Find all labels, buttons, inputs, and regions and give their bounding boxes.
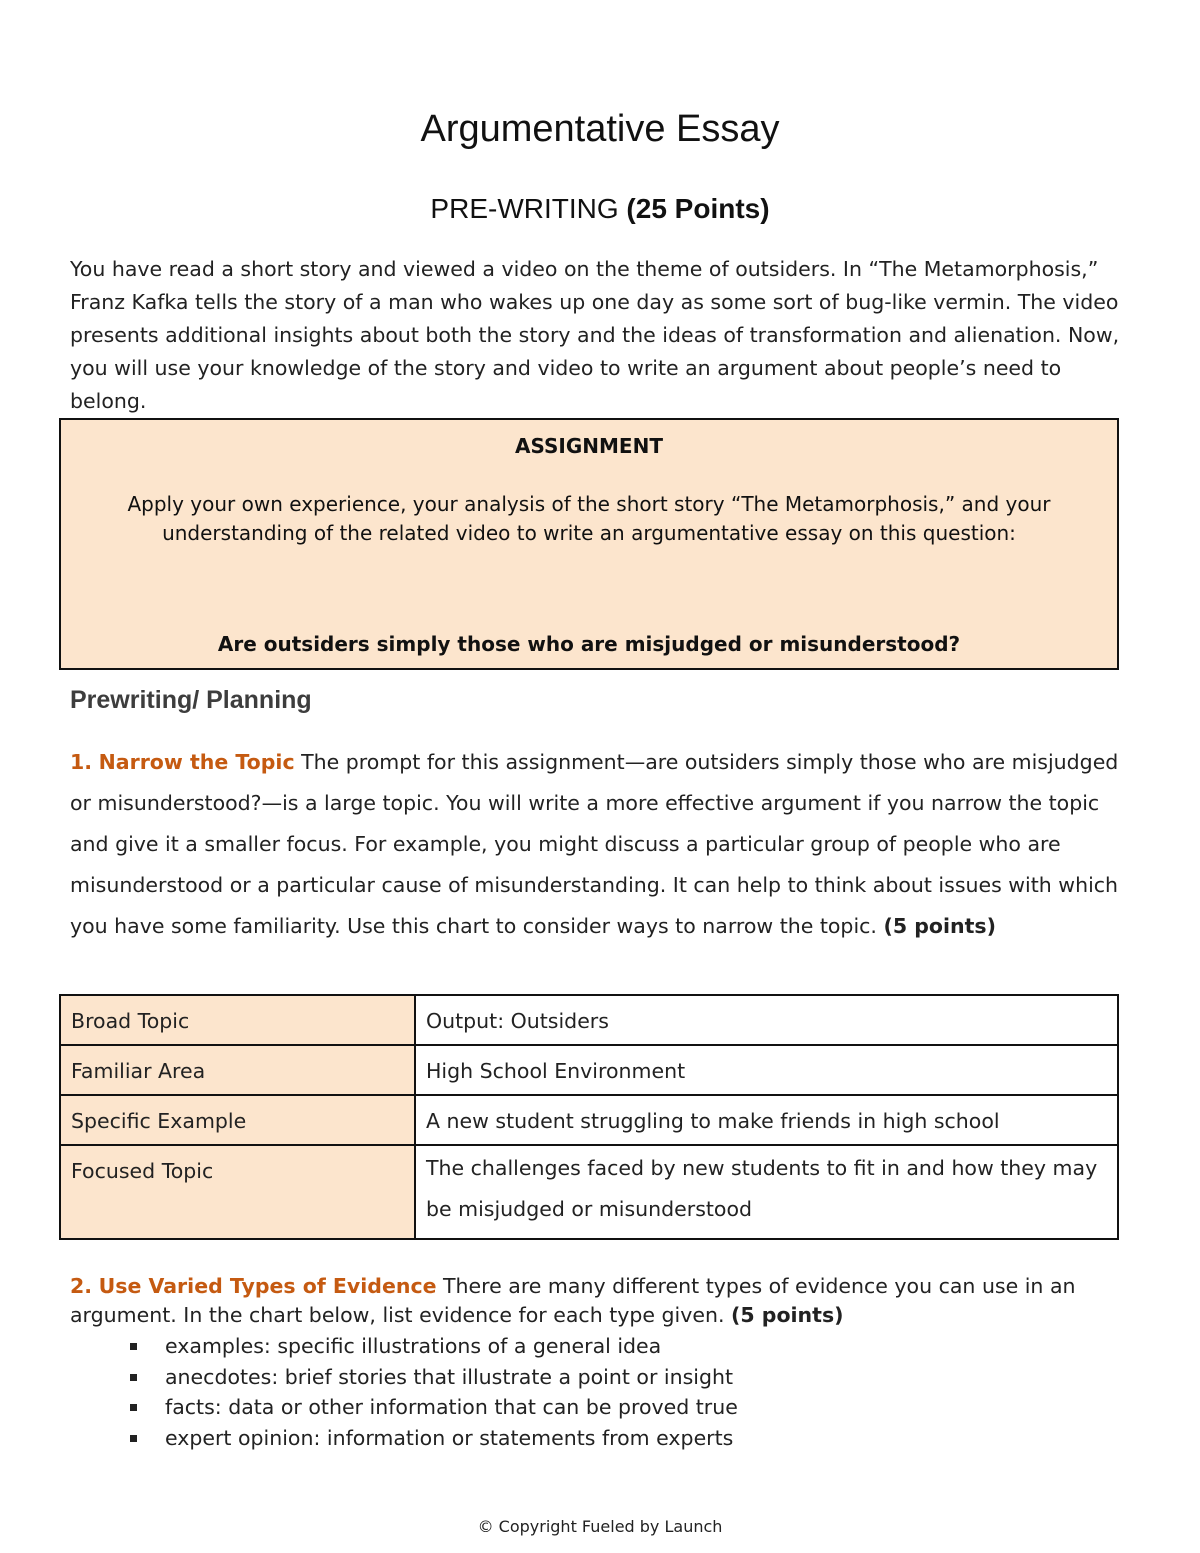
section-points: (25 Points) (626, 193, 770, 224)
list-item (130, 1392, 738, 1423)
table-label-cell: Focused Topic (60, 1145, 415, 1239)
square-bullet-icon (130, 1343, 137, 1350)
evidence-type-list (130, 1331, 738, 1453)
square-bullet-icon (130, 1404, 137, 1411)
step1-paragraph (70, 742, 1140, 947)
table-value-cell: The challenges faced by new students to fit in and how they may be misjudged or misunderstood (415, 1145, 1118, 1239)
list-item (130, 1362, 738, 1393)
assignment-question: Are outsiders simply those who are misjudged or misunderstood? (217, 632, 961, 656)
table-row (60, 1045, 1118, 1095)
copyright-footer: © Copyright Fueled by Launch (477, 1517, 723, 1536)
step1-title: Narrow the Topic (98, 750, 295, 774)
intro-paragraph: You have read a short story and viewed a video on the theme of outsiders. In “The Metamorphosis,” Franz Kafka tells the story of a man who wakes up one day as some sort of bug-like vermin. The video presents additional insights about both the story and the ideas of transformation and alienation. Now, you will use your knowledge of the story and video to write an argument about people’s need to belong. (70, 257, 1120, 413)
assignment-box (59, 418, 1119, 670)
table-label-cell: Familiar Area (60, 1045, 415, 1095)
step2-text: There are many different types of evidence you can use in an argument. In the chart below, list evidence for each type given. (70, 1274, 1076, 1327)
assignment-heading: ASSIGNMENT (515, 434, 663, 458)
square-bullet-icon (130, 1374, 137, 1381)
section-title-text: PRE-WRITING (430, 193, 627, 224)
step2-number: 2. (70, 1274, 93, 1298)
table-row (60, 995, 1118, 1045)
topic-chart (59, 994, 1119, 1240)
step2-points: (5 points) (731, 1303, 844, 1327)
step2-title: Use Varied Types of Evidence (98, 1274, 437, 1298)
list-item-text: facts: data or other information that can be proved true (165, 1395, 738, 1419)
table-value-cell: High School Environment (415, 1045, 1118, 1095)
list-item-text: examples: specific illustrations of a general idea (165, 1334, 662, 1358)
list-item-text: expert opinion: information or statements from experts (165, 1425, 734, 1450)
list-item (130, 1423, 738, 1454)
section-title (0, 193, 1200, 225)
document-title: Argumentative Essay (420, 108, 780, 150)
table-row (60, 1145, 1118, 1239)
step1-points: (5 points) (883, 914, 996, 938)
assignment-body: Apply your own experience, your analysis of the short story “The Metamorphosis,” and your understanding of the related video to write an argumentative essay on this question: (127, 492, 1051, 545)
table-label-cell: Specific Example (60, 1095, 415, 1145)
list-item (130, 1331, 738, 1362)
step1-number: 1. (70, 750, 93, 774)
step1-text: The prompt for this assignment—are outsiders simply those who are misjudged or misunderstood?—is a large topic. You will write a more effective argument if you narrow the topic and give it a smaller focus. For example, you might discuss a particular group of people who are misunderstood or a particular cause of misunderstanding. It can help to think about issues with which you have some familiarity. Use this chart to consider ways to narrow the topic. (70, 750, 1119, 938)
table-row (60, 1095, 1118, 1145)
step2-paragraph (70, 1272, 1140, 1330)
table-value-cell: A new student struggling to make friends in high school (415, 1095, 1118, 1145)
table-value-cell: Output: Outsiders (415, 995, 1118, 1045)
table-label-cell: Broad Topic (60, 995, 415, 1045)
square-bullet-icon (130, 1435, 137, 1442)
list-item-text: anecdotes: brief stories that illustrate a point or insight (165, 1364, 733, 1389)
prewriting-heading: Prewriting/ Planning (70, 686, 312, 714)
